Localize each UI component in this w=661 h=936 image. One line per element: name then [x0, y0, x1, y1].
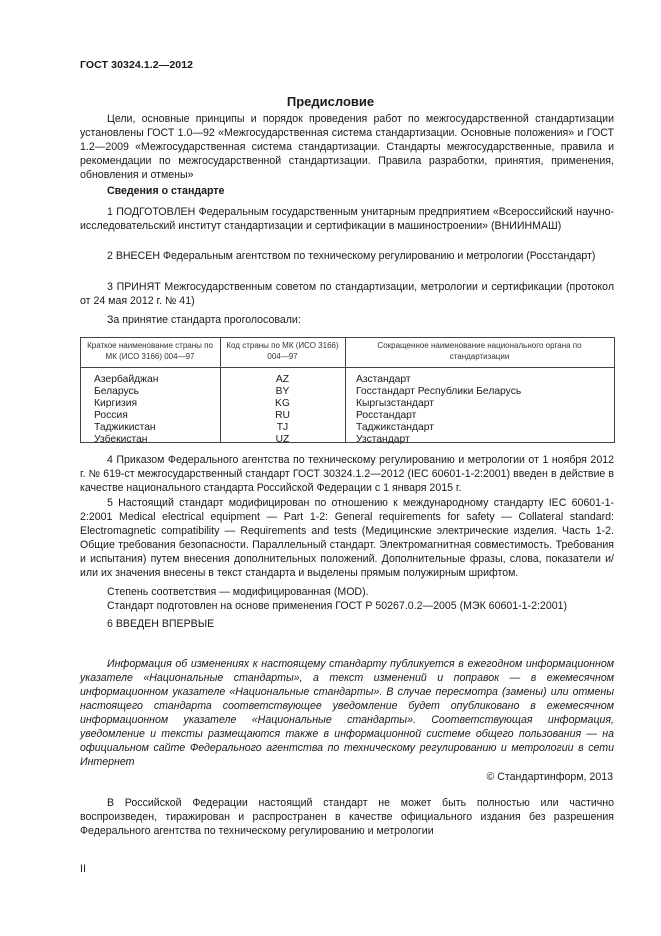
item-4-paragraph: 4 Приказом Федерального агентства по техническому регулированию и метрологии от 1 ноября 2012 г. № 619-ст межгосударственный стандарт ГОСТ 30324.1.2—2012 (IEC 60601-1-2:2001) введен в действие в качестве национального стандарта Российской Федерации с 1 января 2015 г.	[80, 454, 614, 494]
table-cell-country: Таджикистан	[94, 422, 156, 433]
item-2-paragraph: 2 ВНЕСЕН Федеральным агентством по техническому регулированию и метрологии (Росстандарт)	[107, 250, 596, 262]
vote-table-header-body: Сокращенное наименование национального органа по стандартизации	[345, 337, 614, 368]
vote-table-divider	[345, 337, 346, 442]
item-3-paragraph: 3 ПРИНЯТ Межгосударственным советом по стандартизации, метрологии и сертификации (протокол от 24 мая 2012 г. № 41)	[80, 281, 614, 307]
document-header-id: ГОСТ 30324.1.2—2012	[80, 59, 194, 71]
copyright: © Стандартинформ, 2013	[486, 771, 613, 783]
intro-paragraph: Цели, основные принципы и порядок проведения работ по межгосударственной стандартизации установлены ГОСТ 1.0—92 «Межгосударственная система стандартизации. Основные положения» и ГОСТ 1.2—2009 «Межгосударственная система стандартизации. Стандарты межгосударственные, правила и рекомендации по межгосударственной стандартизации. Правила разработки, принятия, применения, обновления и отмены»	[80, 113, 614, 181]
table-cell-body: Госстандарт Республики Беларусь	[356, 386, 522, 397]
table-cell-code: TJ	[276, 422, 289, 433]
vote-table-header-country: Краткое наименование страны по МК (ИСО 3166) 004—97	[80, 337, 220, 368]
item-6-paragraph: 6 ВВЕДЕН ВПЕРВЫЕ	[107, 618, 215, 630]
table-cell-body: Кыргызстандарт	[356, 398, 435, 409]
table-row	[80, 410, 614, 422]
table-cell-code: AZ	[275, 374, 290, 385]
table-cell-country: Россия	[94, 410, 128, 421]
page-number: II	[80, 863, 86, 875]
table-cell-country: Киргизия	[94, 398, 138, 409]
table-cell-country: Беларусь	[94, 386, 140, 397]
table-cell-code: UZ	[275, 434, 290, 445]
table-cell-body: Азстандарт	[356, 374, 411, 385]
table-cell-body: Узстандарт	[356, 434, 410, 445]
item-5-paragraph: 5 Настоящий стандарт модифицирован по отношению к международному стандарту IEC 60601-1-2:2001 Medical electrical equipment — Part 1-2: General requirements for safety — Collateral standard: Electromagnetic compatibility — Requirements and tests (Медицинские электрические изделия. Часть 1-2. Общие требования безопасности. Параллельный стандарт. Электромагнитная совместимость. Требования и испытания) путем внесения дополнительных положений. Дополнительные фразы, слова, показатели и/или их значения внесены в текст стандарта и выделены прямым полужирным шрифтом.	[80, 497, 614, 579]
reproduction-notice: В Российской Федерации настоящий стандарт не может быть полностью или частично воспроизведен, тиражирован и распространен в качестве официального издания без разрешения Федерального агентства по техническому регулированию и метрологии	[80, 797, 614, 837]
table-cell-code: KG	[275, 398, 290, 409]
page-title: Предисловие	[286, 94, 375, 109]
vote-table-header-code: Код страны по МК (ИСО 3166) 004—97	[220, 337, 345, 368]
table-cell-body: Таджикстандарт	[356, 422, 434, 433]
changes-notice: Информация об изменениях к настоящему стандарту публикуется в ежегодном информационном указателе «Национальные стандарты», а текст изменений и поправок — в ежемесячном информационном указателе «Национальные стандарты». В случае пересмотра (замены) или отмены настоящего стандарта соответствующее уведомление будет опубликовано в ежемесячном информационном указателе «Национальные стандарты». Соответствующая информация, уведомление и тексты размещаются также в информационной системе общего пользования — на официальном сайте Федерального агентства по техническому регулированию и метрологии в сети Интернет	[80, 658, 614, 768]
table-cell-code: RU	[275, 410, 290, 421]
item-5-conformity: Степень соответствия — модифицированная (MOD).	[107, 586, 369, 598]
table-row	[80, 398, 614, 410]
table-cell-country: Узбекистан	[94, 434, 148, 445]
table-row	[80, 368, 614, 387]
table-row	[80, 434, 614, 451]
vote-table	[80, 337, 614, 451]
table-cell-body: Росстандарт	[356, 410, 417, 421]
table-row	[80, 422, 614, 434]
item-5-basis: Стандарт подготовлен на основе применения ГОСТ Р 50267.0.2—2005 (МЭК 60601-1-2:2001)	[107, 600, 568, 612]
vote-table-divider	[220, 337, 221, 442]
vote-intro: За принятие стандарта проголосовали:	[107, 314, 301, 326]
table-row	[80, 386, 614, 398]
table-cell-country: Азербайджан	[94, 374, 159, 385]
info-heading: Сведения о стандарте	[107, 185, 225, 197]
table-cell-code: BY	[275, 386, 290, 397]
item-1-paragraph: 1 ПОДГОТОВЛЕН Федеральным государственным унитарным предприятием «Всероссийский научно-исследовательский институт стандартизации и сертификации в машиностроении» (ВНИИНМАШ)	[80, 206, 614, 232]
vote-table-header-row	[80, 337, 614, 368]
